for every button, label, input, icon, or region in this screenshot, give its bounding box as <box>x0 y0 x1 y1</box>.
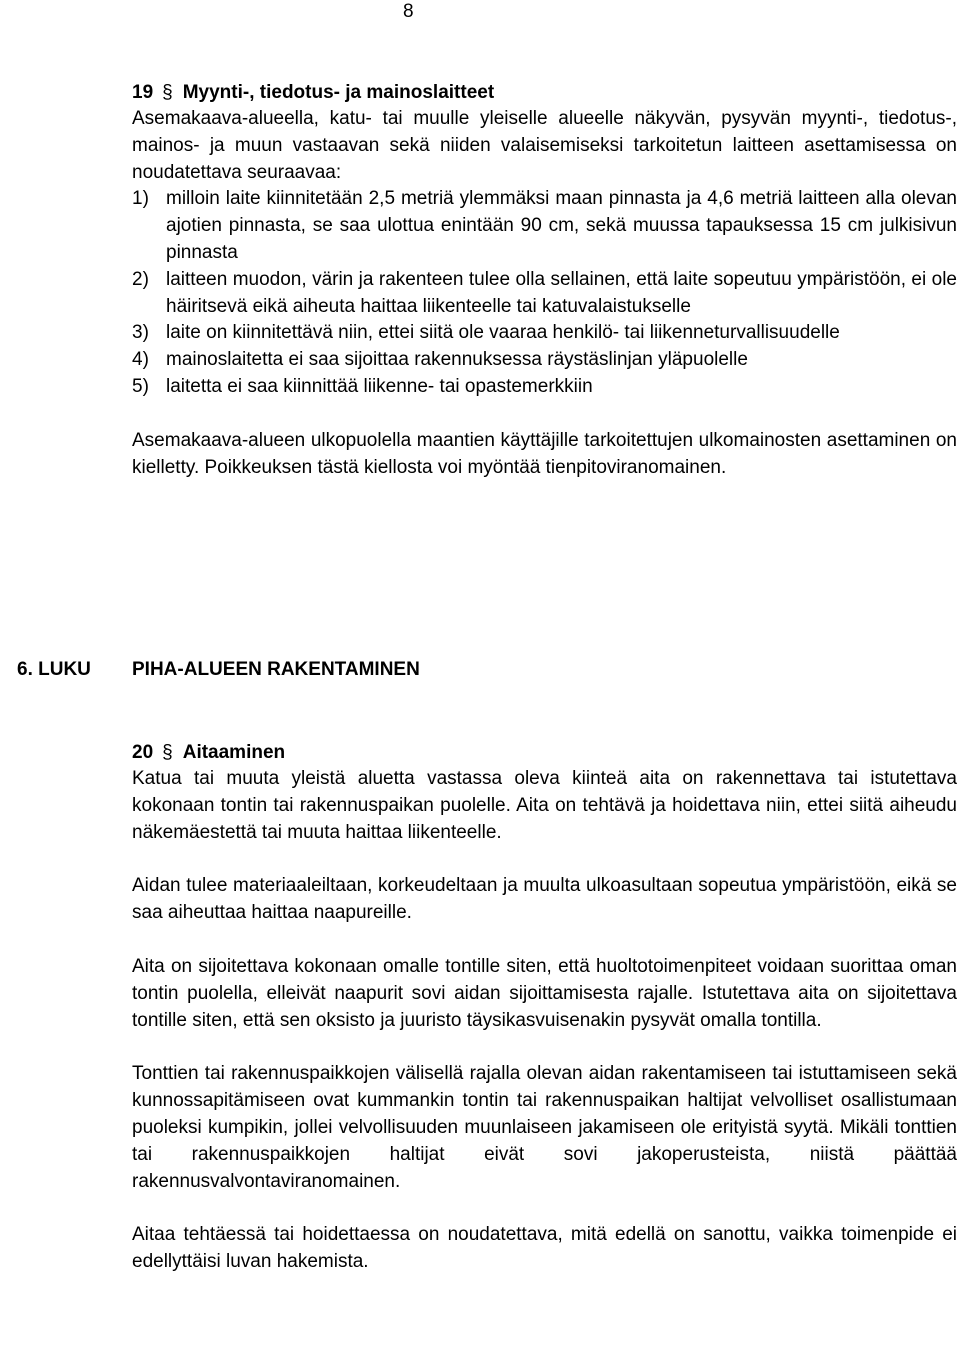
section-20-paragraph: Tonttien tai rakennuspaikkojen välisellä rajalla olevan aidan rakentamiseen tai istuttamiseen sekä kunnossapitämiseen ovat kummankin tontin tai rakennuspaikan haltijat velvolliset osallistumaan puoleksi kumpikin, jollei velvollisuuden muunlaiseen jakamiseen ole erityistä syytä. Mikäli tonttien tai rakennuspaikkojen haltijat eivät sovi jakoperusteista, niistä päättää rakennusvalvontaviranomainen. <box>132 1063 957 1192</box>
section-19-intro: Asemakaava-alueella, katu- tai muulle yleiselle alueelle näkyvän, pysyvän myynti-, tiedotus-, mainos- ja muun vastaavan sekä niiden valaisemiseksi tarkoitetun laitteen asettamisessa on noudatettava seuraavaa: <box>132 108 957 183</box>
list-marker: 5) <box>132 375 149 397</box>
list-item-text: laite on kiinnitettävä niin, ettei siitä ole vaaraa henkilö- tai liikenneturvallisuudelle <box>166 322 840 344</box>
section-19 <box>132 80 957 481</box>
section-title: Aitaaminen <box>182 742 286 763</box>
list-item <box>132 186 957 266</box>
list-marker: 3) <box>132 322 149 344</box>
list-item-text: laitetta ei saa kiinnittää liikenne- tai opastemerkkiin <box>166 375 593 397</box>
section-number: 19 <box>132 82 154 103</box>
section-symbol: § <box>162 742 173 763</box>
section-number: 20 <box>132 742 154 763</box>
section-19-heading <box>132 80 957 106</box>
list-marker: 1) <box>132 188 149 210</box>
list-item <box>132 267 957 321</box>
section-19-list <box>132 186 957 400</box>
page-number: 8 <box>403 1 414 22</box>
section-19-outro: Asemakaava-alueen ulkopuolella maantien käyttäjille tarkoitettujen ulkomainosten asettaminen on kielletty. Poikkeuksen tästä kiellosta voi myöntää tienpitoviranomainen. <box>132 429 957 478</box>
section-symbol: § <box>162 82 173 103</box>
section-title: Myynti-, tiedotus- ja mainoslaitteet <box>182 82 495 103</box>
section-20-paragraph: Katua tai muuta yleistä aluetta vastassa oleva kiinteä aita on rakennettava tai istutettava kokonaan tontin tai rakennuspaikan puolelle. Aita on tehtävä ja hoidettava niin, ettei siitä aiheudu näkemäestettä tai muuta haittaa liikenteelle. <box>132 768 957 843</box>
list-item <box>132 347 957 374</box>
list-marker: 2) <box>132 268 149 290</box>
chapter-number: 6. LUKU <box>17 659 91 680</box>
list-item <box>132 320 957 347</box>
section-20-heading <box>132 740 957 766</box>
list-item-text: milloin laite kiinnitetään 2,5 metriä ylemmäksi maan pinnasta ja 4,6 metriä laitteen alla olevan ajotien pinnasta, se saa ulottua enintään 90 cm, sekä muussa tapauksessa 15 cm julkisivun pinnasta <box>166 188 957 263</box>
chapter-title: PIHA-ALUEEN RAKENTAMINEN <box>132 659 420 680</box>
list-item <box>132 374 957 401</box>
list-item-text: laitteen muodon, värin ja rakenteen tulee olla sellainen, että laite sopeutuu ympäristöön, ei ole häiritsevä eikä aiheuta haittaa liikenteelle tai katuvalaistukselle <box>166 268 957 317</box>
section-20-paragraph: Aita on sijoitettava kokonaan omalle tontille siten, että huoltotoimenpiteet voidaan suorittaa oman tontin puolella, elleivät naapurit sovi aidan sijoittamisesta rajalle. Istutettava aita on sijoitettava tontille siten, että sen oksisto ja juuristo täysikasvuisenakin pysyvät omalla tontilla. <box>132 955 957 1031</box>
list-marker: 4) <box>132 349 149 371</box>
section-20-paragraph: Aidan tulee materiaaleiltaan, korkeudeltaan ja muulta ulkoasultaan sopeutua ympäristöön, eikä se saa aiheuttaa haittaa naapureille. <box>132 875 957 924</box>
list-item-text: mainoslaitetta ei saa sijoittaa rakennuksessa räystäslinjan yläpuolelle <box>166 349 748 371</box>
section-20 <box>132 740 957 1276</box>
section-20-paragraph: Aitaa tehtäessä tai hoidettaessa on noudatettava, mitä edellä on sanottu, vaikka toimenpide ei edellyttäisi luvan hakemista. <box>132 1224 957 1273</box>
